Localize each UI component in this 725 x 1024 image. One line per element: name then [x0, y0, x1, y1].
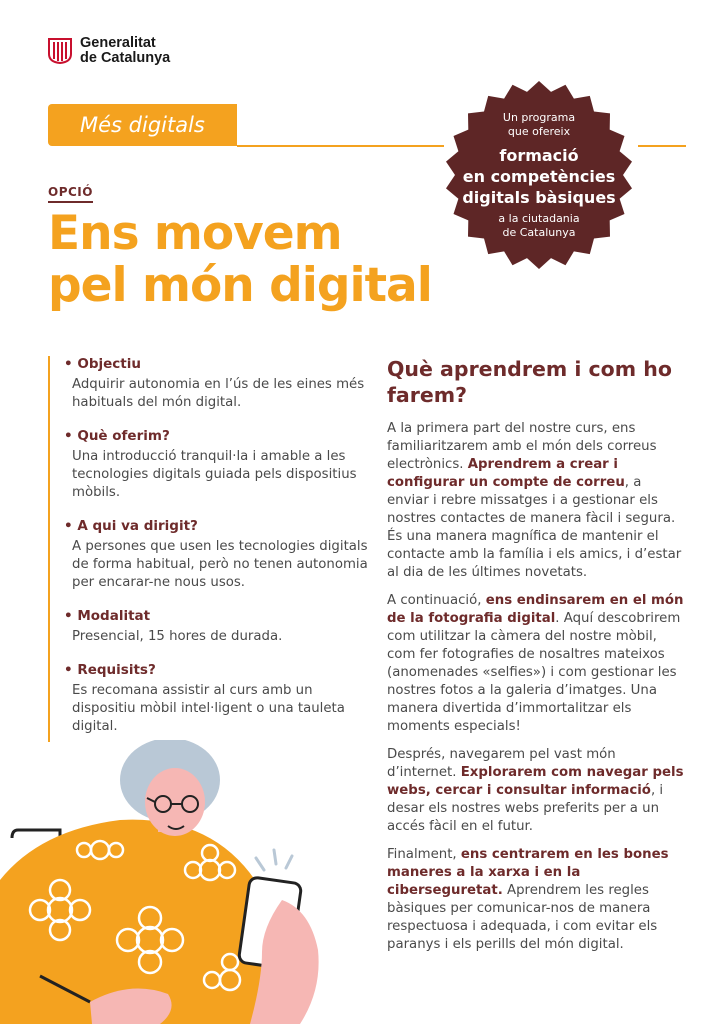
detail-body: Presencial, 15 hores de durada.: [72, 629, 283, 644]
detail-heading: Què oferim?: [77, 428, 170, 444]
detail-que-oferim: • Què oferim? Una introducció tranquil·la i amable a les tecnologies digitals guiada pels dispositius mòbils.: [64, 428, 374, 502]
content-paragraph-internet: Després, navegarem pel vast món d’internet. Explorarem com navegar pels webs, cercar i consultar informació, i desar els nostres webs preferits per a un accés fàcil en el futur.: [387, 747, 684, 834]
logo-line-1: Generalitat: [80, 35, 156, 51]
logo-line-2: de Catalunya: [80, 50, 171, 66]
badge-main-1: formació: [499, 145, 579, 165]
page-title: [48, 208, 432, 312]
logo-text: [80, 36, 170, 66]
detail-heading: Requisits?: [77, 662, 156, 678]
detail-modalitat: • Modalitat Presencial, 15 hores de durada.: [64, 608, 374, 646]
course-content: [387, 356, 687, 964]
detail-body: Una introducció tranquil·la i amable a les tecnologies digitals guiada pels dispositius mòbils.: [72, 449, 357, 500]
detail-heading: Objectiu: [77, 356, 141, 372]
generalitat-logo: [48, 36, 170, 66]
kicker-label: OPCIÓ: [48, 185, 93, 203]
program-badge: [444, 80, 634, 270]
detail-a-qui: • A qui va dirigit? A persones que usen les tecnologies digitals de forma habitual, però no tenen autonomia per encarar-ne nous usos.: [64, 518, 374, 592]
content-paragraph-security: Finalment, ens centrarem en les bones maneres a la xarxa i en la ciberseguretat. Aprendrem les regles bàsiques per comunicar-nos de manera respectuosa i adequada, i com evitar els paranys i els perills del món digital.: [387, 847, 669, 952]
badge-main-3: digitals bàsiques: [462, 187, 616, 207]
detail-heading: Modalitat: [77, 608, 151, 624]
badge-pre-2: que ofereix: [507, 124, 571, 138]
title-line-1: Ens movem: [48, 206, 342, 261]
program-tag: Més digitals: [48, 104, 237, 146]
elderly-woman-with-phone-illustration: [0, 740, 330, 1024]
detail-objectiu: • Objectiu Adquirir autonomia en l’ús de les eines més habituals del món digital.: [64, 356, 374, 412]
badge-post-1: a la ciutadania: [498, 211, 580, 225]
content-paragraph-email: A la primera part del nostre curs, ens familiaritzarem amb el món dels correus electrònics. Aprendrem a crear i configurar un compte de correu, a enviar i rebre missatges i a gestionar els nostres contactes de manera fàcil i segura. És una manera magnífica de mantenir el contacte amb la família i els amics, i d’estar al dia de les últimes novetats.: [387, 421, 682, 580]
generalitat-coat-of-arms-icon: [48, 38, 72, 64]
detail-body: A persones que usen les tecnologies digitals de forma habitual, però no tenen autonomia per encarar-ne nous usos.: [72, 539, 368, 590]
tag-rule-right: [638, 145, 686, 147]
title-line-2: pel món digital: [48, 258, 432, 313]
detail-heading: A qui va dirigit?: [77, 518, 198, 534]
content-paragraph-photo: A continuació, ens endinsarem en el món de la fotografia digital. Aquí descobrirem com utilitzar la càmera del nostre mòbil, com fer fotografies de nosaltres mateixos (anomenades «selfies») i com gestionar les nostres fotos a la galeria d’imatges. Una manera divertida d’immortalitzar els moments especials!: [387, 593, 684, 734]
badge-pre-1: Un programa: [502, 110, 576, 124]
detail-body: Es recomana assistir al curs amb un dispositiu mòbil intel·ligent o una tauleta digital.: [72, 683, 345, 734]
badge-post-2: de Catalunya: [502, 225, 576, 239]
tag-rule-left: [237, 145, 444, 147]
detail-body: Adquirir autonomia en l’ús de les eines més habituals del món digital.: [72, 377, 365, 410]
badge-main-2: en competències: [462, 166, 616, 186]
content-heading: Què aprendrem i com ho farem?: [387, 357, 672, 407]
detail-requisits: • Requisits? Es recomana assistir al curs amb un dispositiu mòbil intel·ligent o una tauleta digital.: [64, 662, 374, 736]
course-details: [48, 356, 374, 742]
